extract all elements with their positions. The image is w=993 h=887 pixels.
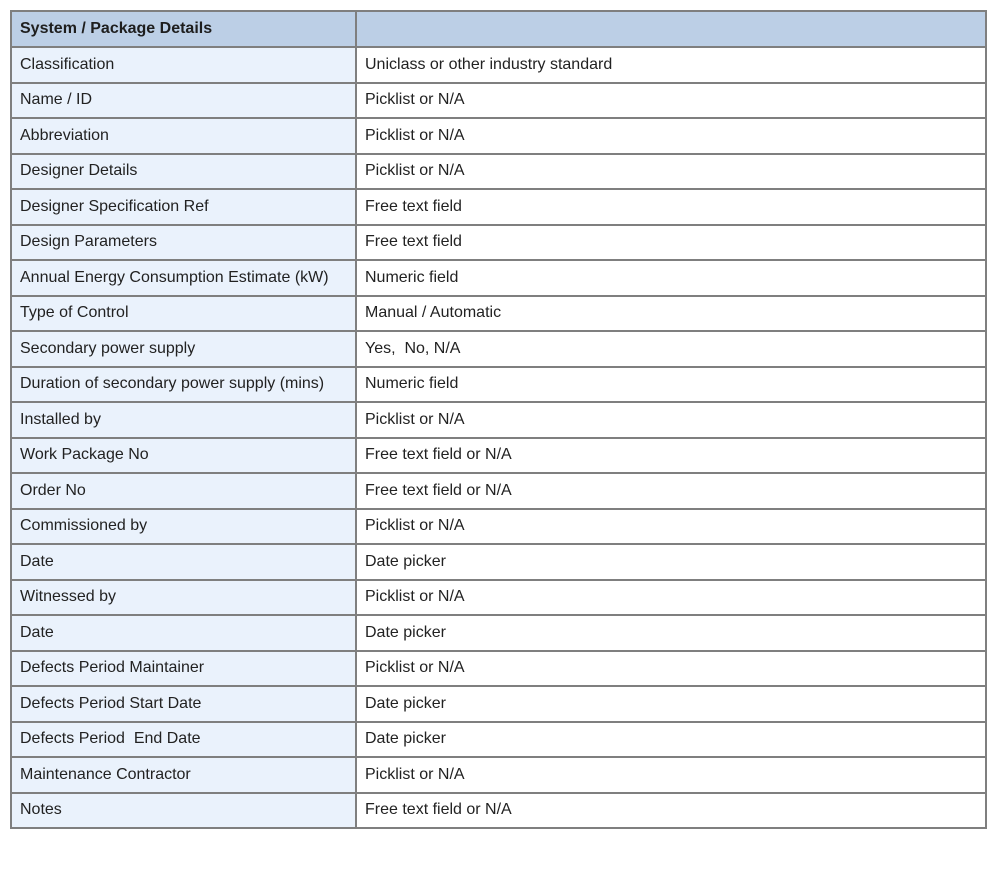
table-header-empty [356, 11, 986, 47]
row-label: Notes [11, 793, 356, 829]
row-value: Free text field [356, 189, 986, 225]
row-value: Numeric field [356, 260, 986, 296]
table-row [11, 615, 986, 651]
row-value: Free text field or N/A [356, 438, 986, 474]
row-value: Picklist or N/A [356, 83, 986, 119]
row-label: Classification [11, 47, 356, 83]
table-row [11, 118, 986, 154]
row-value: Picklist or N/A [356, 402, 986, 438]
row-label: Annual Energy Consumption Estimate (kW) [11, 260, 356, 296]
system-package-details-table [10, 10, 987, 829]
table-row [11, 331, 986, 367]
row-value: Date picker [356, 686, 986, 722]
row-value: Picklist or N/A [356, 154, 986, 190]
row-label: Name / ID [11, 83, 356, 119]
table-header-row [11, 11, 986, 47]
table-row [11, 402, 986, 438]
row-label: Maintenance Contractor [11, 757, 356, 793]
table-row [11, 722, 986, 758]
row-value: Manual / Automatic [356, 296, 986, 332]
row-label: Type of Control [11, 296, 356, 332]
row-value: Picklist or N/A [356, 509, 986, 545]
row-label: Date [11, 615, 356, 651]
table-row [11, 580, 986, 616]
table-row [11, 438, 986, 474]
table-row [11, 225, 986, 261]
row-label: Date [11, 544, 356, 580]
row-label: Designer Details [11, 154, 356, 190]
row-label: Designer Specification Ref [11, 189, 356, 225]
table-row [11, 260, 986, 296]
row-value: Picklist or N/A [356, 651, 986, 687]
row-label: Abbreviation [11, 118, 356, 154]
row-value: Free text field or N/A [356, 793, 986, 829]
row-value: Date picker [356, 722, 986, 758]
row-label: Design Parameters [11, 225, 356, 261]
table-row [11, 367, 986, 403]
table-row [11, 686, 986, 722]
table-row [11, 154, 986, 190]
table-row [11, 544, 986, 580]
row-label: Defects Period Start Date [11, 686, 356, 722]
row-label: Secondary power supply [11, 331, 356, 367]
table-row [11, 651, 986, 687]
row-value: Free text field [356, 225, 986, 261]
row-value: Free text field or N/A [356, 473, 986, 509]
table-row [11, 473, 986, 509]
table-row [11, 757, 986, 793]
row-value: Picklist or N/A [356, 118, 986, 154]
row-label: Installed by [11, 402, 356, 438]
table-row [11, 83, 986, 119]
row-value: Date picker [356, 544, 986, 580]
row-label: Witnessed by [11, 580, 356, 616]
row-label: Defects Period End Date [11, 722, 356, 758]
table-row [11, 47, 986, 83]
row-value: Uniclass or other industry standard [356, 47, 986, 83]
row-label: Defects Period Maintainer [11, 651, 356, 687]
row-value: Yes, No, N/A [356, 331, 986, 367]
row-value: Numeric field [356, 367, 986, 403]
row-label: Order No [11, 473, 356, 509]
row-value: Date picker [356, 615, 986, 651]
details-table-container [10, 10, 987, 829]
table-header-title: System / Package Details [11, 11, 356, 47]
row-value: Picklist or N/A [356, 757, 986, 793]
table-row [11, 793, 986, 829]
row-label: Commissioned by [11, 509, 356, 545]
table-row [11, 509, 986, 545]
row-label: Duration of secondary power supply (mins) [11, 367, 356, 403]
table-row [11, 189, 986, 225]
row-value: Picklist or N/A [356, 580, 986, 616]
row-label: Work Package No [11, 438, 356, 474]
table-row [11, 296, 986, 332]
